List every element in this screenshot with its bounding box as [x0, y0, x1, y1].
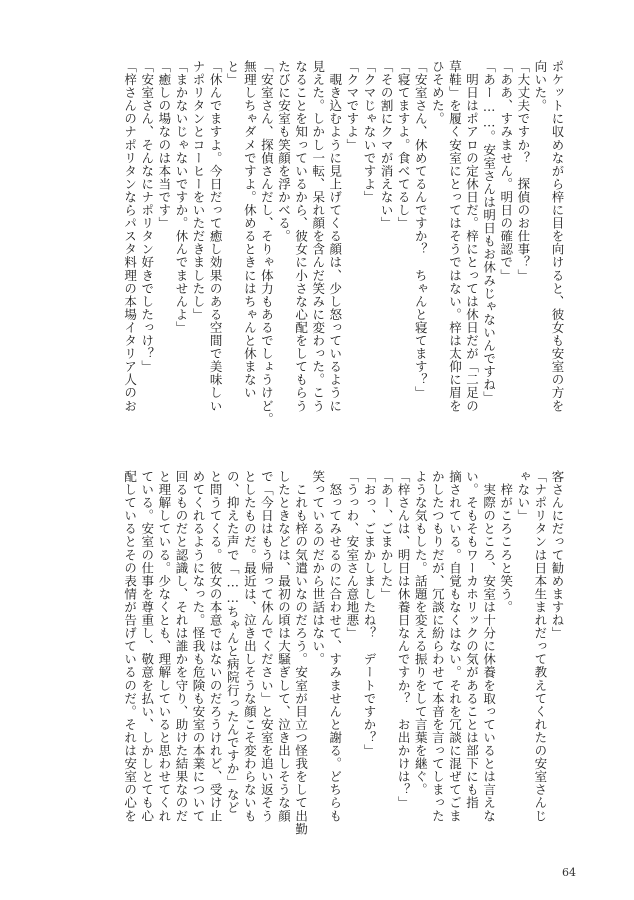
- text-line: 「あー、ごまかした」: [379, 470, 395, 601]
- text-line: 「安室さん、そんなにナポリタン好きでしたっけ？」: [139, 60, 155, 374]
- text-line: 「その割にクマが消えない」: [379, 60, 395, 230]
- text-line: 「梓さんは、明日は休養日なんですか？ お出かけは？」: [396, 470, 412, 810]
- text-line: ひそめた。: [430, 60, 446, 126]
- text-line: 「癒しの場なのは本当です」: [156, 60, 172, 230]
- text-line: 「寝てますよ。食べてるし」: [396, 60, 412, 230]
- text-line: 草鞋」を履く安室にとってはそうではない。梓は太仰に眉を: [447, 60, 463, 413]
- text-line: 覗き込むように見上げてくる顔は、少し怒っているように: [327, 60, 343, 413]
- text-line: 見えた。しかし一転、呆れ顔を含んだ笑みに変わった。こう: [310, 60, 326, 413]
- text-line: ポケットに収めながら梓に目を向けると、彼女も安室の方を: [550, 60, 565, 413]
- text-line: 明日はポアロの定休日だ。梓にとっては休日だが「二足の: [464, 60, 480, 413]
- text-line: 梓がころころと笑う。: [498, 470, 514, 614]
- text-line: 向いた。: [532, 60, 548, 113]
- text-line: と理解している。少なくとも、理解していると思わせてくれ: [156, 470, 172, 823]
- text-line: の、抑えた声で「……ちゃんと病院行ったんですか」など: [225, 470, 241, 815]
- text-line: 「安室さん、休めてるんですか？ ちゃんと寝てます？」: [413, 60, 429, 400]
- text-line: 「あー……。安室さんは明日もお休みじゃないんですね」: [481, 60, 497, 405]
- text-line: と」: [225, 60, 241, 87]
- text-line: 「大丈夫ですか？ 探偵のお仕事？」: [515, 60, 531, 282]
- text-line: 「おっ、ごまかしましたね？ デートですか？」: [361, 470, 377, 758]
- text-line: い。そもそもワーカホリックの気があることは部下にも指: [464, 470, 480, 810]
- text-line: なることを知っているから、彼女に小さな心配をしてもらう: [293, 60, 309, 413]
- text-line: 「休んでますよ。今日だって癒し効果のある空間で美味しい: [208, 60, 224, 413]
- text-line: 客さんにだって勧めますね」: [550, 470, 565, 640]
- text-line: これも梓の気遣いなのだろう。安室が目立つ怪我をして出勤: [293, 470, 309, 836]
- text-line: 笑っているのだから世話はない。: [310, 470, 326, 666]
- text-line: と問うてくる。彼女の本意ではないのだろうけれど、受け止: [208, 470, 224, 823]
- page-number: 64: [562, 866, 576, 879]
- text-line: 「梓さんのナポリタンならパスタ料理の本場イタリア人のお: [122, 60, 138, 413]
- text-line: 「うっわ、安室さん意地悪」: [344, 470, 360, 640]
- text-line: 「まかないじゃないですか。休んでませんよ」: [173, 60, 189, 335]
- text-line: 実際のところ、安室は十分に休養を取っているとは言えな: [481, 470, 497, 823]
- text-line: たびに安室も笑顔を浮かべる。: [276, 60, 292, 243]
- text-line: 無理しちゃダメですよ。休めるときにはちゃんと休まない: [242, 60, 258, 400]
- lower-text-block: [46, 470, 566, 850]
- text-line: ている。安室の仕事を尊重し、敬意を払い、しかしとても心: [139, 470, 155, 823]
- text-line: したときなどは、最初の頃は大騒ぎして、泣き出しそうな顔: [276, 470, 292, 823]
- text-line: 「ナポリタンは日本生まれだって教えてくれたの安室さんじ: [532, 470, 548, 823]
- text-line: 「ああ、すみません。明日の確認で」: [498, 60, 514, 282]
- text-line: ゃない」: [515, 470, 531, 523]
- text-line: 「クマですよ」: [344, 60, 360, 152]
- text-line: かしたつもりだが、冗談に紛らわせて本音を言ってしまった: [430, 470, 446, 823]
- text-line: 摘されている。自覚もなくはない。それを冗談に混ぜてごま: [447, 470, 463, 823]
- upper-text-block: [46, 60, 566, 440]
- text-line: 怒ってみせるのに合わせて、すみませんと謝る。どちらも: [327, 470, 343, 823]
- text-line: めてくれるようになった。怪我も危険も安室の本業について: [191, 470, 207, 823]
- text-line: 配しているとその表情が告げているのだ。それは安室の心を: [122, 470, 138, 823]
- text-line: ような気もした。話題を変える振りをして言葉を継ぐ。: [413, 470, 429, 797]
- text-line: としたものだ。最近は、泣き出しそうな顔こそ変わらないも: [242, 470, 258, 823]
- text-line: ナポリタンとコーヒーをいただきましたし」: [191, 60, 207, 321]
- text-line: 回るものだと認識し、それは誰かを守り、助けた結果なのだ: [173, 470, 189, 823]
- text-line: で「今日はもう帰って休んでください」と安室を追い返そう: [259, 470, 275, 823]
- text-line: 「クマじゃないですよ」: [361, 60, 377, 204]
- text-line: 「安室さん、探偵さんだし、そりゃ体力もあるでしょうけど。: [259, 60, 275, 426]
